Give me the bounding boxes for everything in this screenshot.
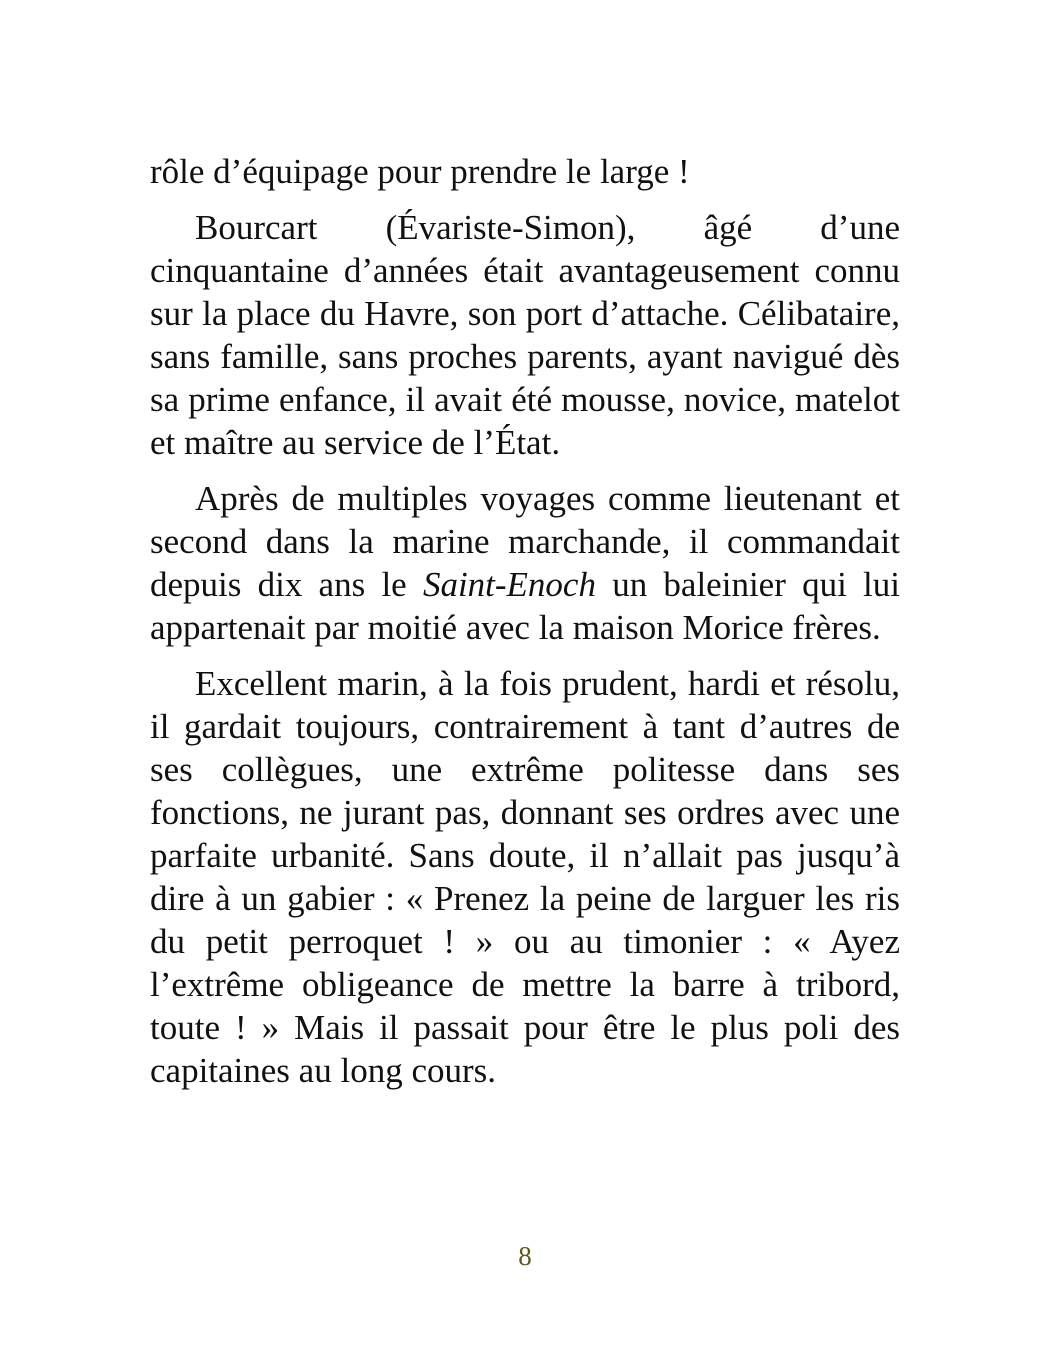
- ship-name: Saint-Enoch: [422, 565, 596, 604]
- paragraph-continuation: rôle d’équipage pour prendre le large !: [150, 152, 690, 191]
- paragraph-career-text-before: Après de multiples voyages comme lieutenant et second dans la marine marchande, il commandait depuis dix ans le: [150, 479, 900, 604]
- page-body: [150, 150, 900, 1105]
- page-number: 8: [518, 1241, 532, 1271]
- paragraph-career-text-after: un baleinier qui lui appartenait par moitié avec la maison Morice frères.: [150, 565, 900, 647]
- paragraph-politeness: Excellent marin, à la fois prudent, hardi et résolu, il gardait toujours, contrairement à tant d’autres de ses collègues, une extrême politesse dans ses fonctions, ne jurant pas, donnant ses ordres avec une parfaite urbanité. Sans doute, il n’allait pas jusqu’à dire à un gabier : « Prenez la peine de larguer les ris du petit perroquet ! » ou au timonier : « Ayez l’extrême obligeance de mettre la barre à tribord, toute ! » Mais il passait pour être le plus poli des capitaines au long cours.: [150, 664, 900, 1090]
- paragraph-bourcart: Bourcart (Évariste-Simon), âgé d’une cinquantaine d’années était avantageusement connu sur la place du Havre, son port d’attache. Célibataire, sans famille, sans proches parents, ayant navigué dès sa prime enfance, il avait été mousse, novice, matelot et maître au service de l’État.: [150, 208, 900, 462]
- paragraph-career: [150, 477, 900, 649]
